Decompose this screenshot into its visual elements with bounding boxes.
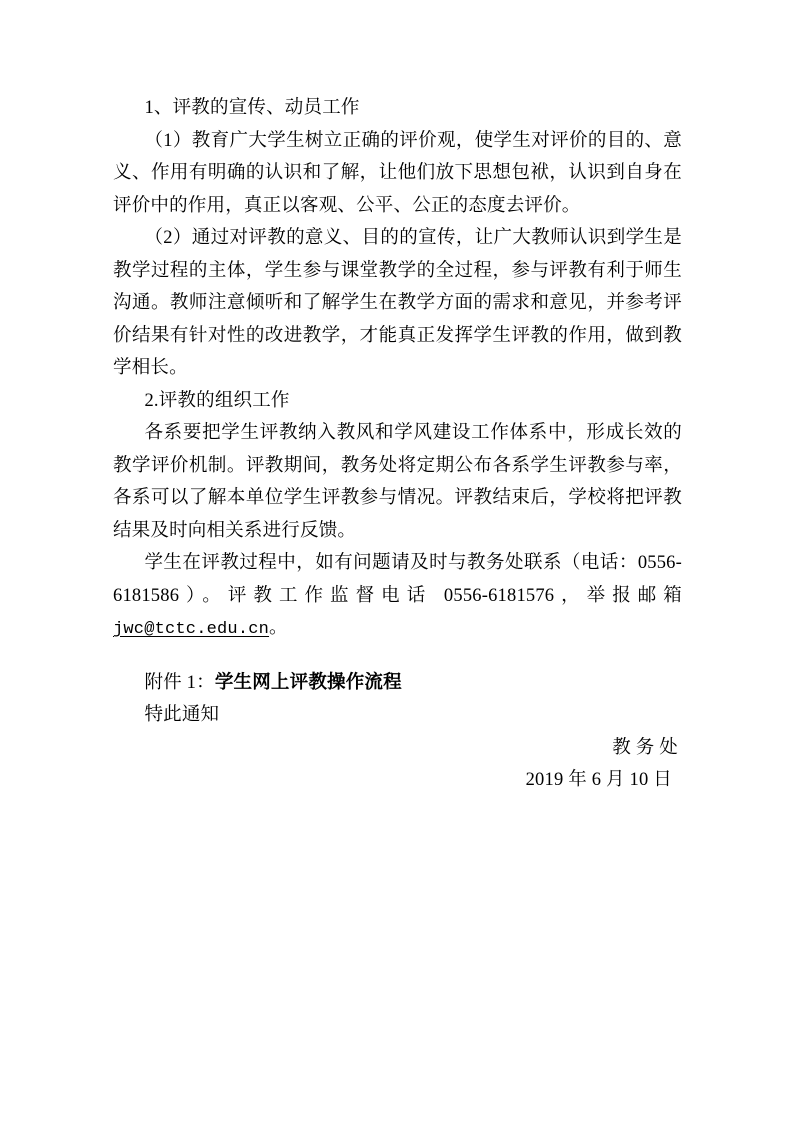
signature-date: 2019 年 6 月 10 日 [525, 770, 672, 790]
signature-department: 教 务 处 [612, 737, 678, 758]
section1-paragraph-2: （2）通过对评教的意义、目的的宣传，让广大教师认识到学生是教学过程的主体，学生参与课堂教学的全过程，参与评教有利于师生沟通。教师注意倾听和了解学生在教学方面的需求和意见，并参考评价结果有针对性的改进教学，才能真正发挥学生评教的作用，做到教学相长。 [113, 228, 682, 378]
section2-paragraph-1: 各系要把学生评教纳入教风和学风建设工作体系中，形成长效的教学评价机制。评教期间，教务处将定期公布各系学生评教参与率，各系可以了解本单位学生评教参与情况。评教结束后，学校将把评教结果及时向相关系进行反馈。 [113, 423, 682, 541]
section1-paragraph-1: （1）教育广大学生树立正确的评价观，使学生对评价的目的、意义、作用有明确的认识和了解，让他们放下思想包袱，认识到自身在评价中的作用，真正以客观、公平、公正的态度去评价。 [113, 130, 682, 216]
section2-heading: 2.评教的组织工作 [144, 390, 290, 411]
closing-line: 特此通知 [144, 705, 220, 725]
attachment-line [113, 667, 682, 700]
report-email: jwc@tctc.edu.cn [113, 620, 270, 639]
contact-text: 学生在评教过程中，如有问题请及时与教务处联系（电话：0556-6181586）。评教工作监督电话 0556-6181576，举报邮箱 [113, 553, 682, 606]
attachment-label: 附件 1： [144, 672, 215, 693]
attachment-title: 学生网上评教操作流程 [214, 672, 402, 693]
contact-text-end: 。 [269, 618, 288, 638]
section1-heading: 1、评教的宣传、动员工作 [144, 98, 360, 118]
contact-paragraph [113, 547, 682, 647]
